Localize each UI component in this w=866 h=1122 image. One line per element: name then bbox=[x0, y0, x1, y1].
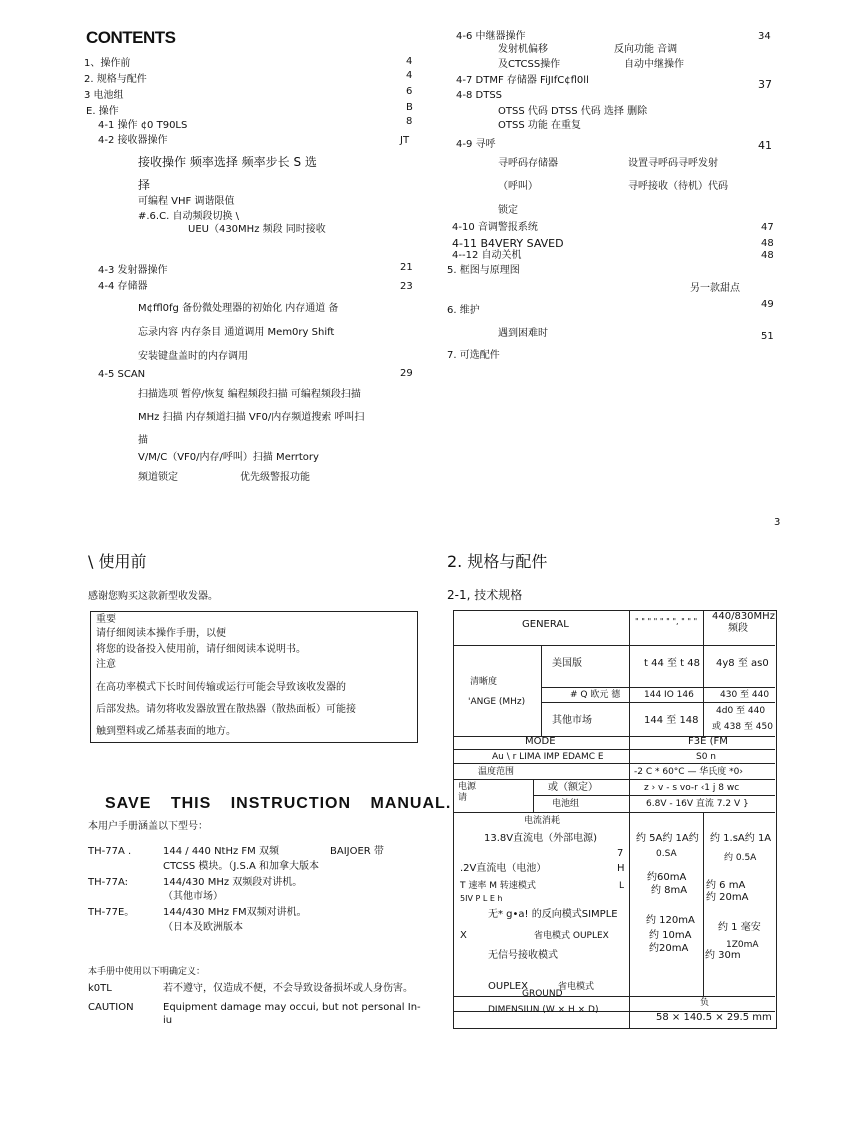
table-cell: 或（额定） bbox=[548, 782, 598, 793]
toc-entry: 3 电池组 bbox=[84, 90, 124, 101]
table-cell: 省电模式 bbox=[558, 982, 595, 992]
toc-page: 4 bbox=[406, 70, 413, 81]
model-name: TH-77E。 bbox=[88, 907, 135, 918]
table-cell: 约 5A约 1A约 bbox=[636, 833, 699, 844]
def-text: Equipment damage may occui, but not personal In- bbox=[163, 1002, 421, 1013]
table-line bbox=[541, 687, 775, 688]
toc-sub: 安装键盘盖时的内存调用 bbox=[138, 351, 248, 362]
table-cell: 其他市场 bbox=[552, 715, 592, 726]
section-heading: 2. 规格与配件 bbox=[447, 552, 548, 571]
section-subheading: 2-1, 技术规格 bbox=[447, 588, 523, 602]
toc-entry: 4-7 DTMF 存储器 FiJIfC¢fl0ll bbox=[456, 75, 589, 86]
model-desc: BAIJOER 带 bbox=[330, 846, 384, 857]
model-desc: 144 / 440 NtHz FM 双频 bbox=[163, 846, 279, 857]
toc-entry: 4-1 操作 ¢0 T90LS bbox=[98, 120, 188, 131]
toc-sub: 描 bbox=[138, 435, 148, 446]
model-name: TH-77A: bbox=[88, 877, 128, 888]
table-cell: 省电模式 OUPLEX bbox=[534, 931, 609, 941]
table-cell: 5IV P L E h bbox=[460, 894, 503, 903]
toc-page: 48 bbox=[761, 250, 774, 261]
toc-page: 51 bbox=[761, 331, 774, 342]
table-cell: 58 × 140.5 × 29.5 mm bbox=[656, 1012, 772, 1023]
toc-entry: E. 操作 bbox=[86, 106, 119, 117]
toc-entry: 4-3 发射器操作 bbox=[98, 265, 168, 276]
notice-text: 在高功率模式下长时间传输或运行可能会导致该收发器的 bbox=[96, 682, 346, 693]
toc-page: 48 bbox=[761, 238, 774, 249]
toc-entry: 4-10 音调警报系统 bbox=[452, 222, 538, 233]
toc-entry: 6. 维护 bbox=[447, 305, 480, 316]
toc-page: 37 bbox=[758, 78, 772, 91]
table-line bbox=[453, 996, 775, 997]
table-cell: GROUND bbox=[522, 989, 563, 999]
toc-sub: M¢ffl0fg 备份微处理器的初始化 内存通道 备 bbox=[138, 303, 339, 314]
table-cell: X bbox=[460, 930, 467, 941]
table-line bbox=[453, 763, 775, 764]
toc-sub: 接收操作 频率选择 频率步长 S 选 bbox=[138, 155, 317, 169]
toc-page: 8 bbox=[406, 116, 413, 127]
table-cell: 电流消耗 bbox=[524, 816, 561, 826]
toc-sub: UEU（430MHz 频段 同时接收 bbox=[188, 224, 326, 235]
table-cell: OUPLEX bbox=[488, 981, 528, 992]
toc-page: 6 bbox=[406, 86, 413, 97]
toc-sub: OTSS 功能 在重复 bbox=[498, 120, 582, 131]
toc-entry: 2. 规格与配件 bbox=[84, 74, 147, 85]
toc-sub: 可编程 VHF 调谐限值 bbox=[138, 196, 235, 207]
table-cell: 约60mA bbox=[647, 872, 687, 883]
table-line bbox=[453, 812, 775, 813]
toc-sub: 优先级警报功能 bbox=[240, 472, 310, 483]
toc-entry: 4-11 B4VERY SAVED bbox=[452, 237, 564, 250]
def-term: CAUTION bbox=[88, 1002, 134, 1013]
table-cell: .2V直流电（电池） bbox=[460, 863, 547, 874]
table-cell: 约 30m bbox=[705, 950, 741, 961]
table-cell: F3E (FM bbox=[688, 736, 728, 747]
table-cell: 144 IO 146 bbox=[644, 690, 694, 700]
table-line bbox=[541, 702, 775, 703]
table-head: 440/830MHz bbox=[712, 611, 775, 622]
table-cell: 约 1 毫安 bbox=[718, 922, 761, 933]
table-cell: 430 至 440 bbox=[720, 690, 770, 700]
table-cell: z › v - s vo-r ‹1 j 8 wc bbox=[644, 783, 740, 793]
model-desc: 144/430 MHz FM双频对讲机。 bbox=[163, 907, 307, 918]
toc-sub: 另一款甜点 bbox=[690, 283, 740, 294]
notice-label: 注意 bbox=[96, 659, 116, 670]
table-cell: 13.8V直流电（外部电源) bbox=[484, 833, 598, 844]
model-desc: （日本及欧洲版本 bbox=[163, 922, 243, 933]
toc-entry: 1、操作前 bbox=[84, 58, 131, 69]
toc-sub: 忘录内容 内存条目 通道调用 Mem0ry Shift bbox=[138, 327, 335, 338]
table-cell: 6.8V - 16V 直流 7.2 V } bbox=[646, 799, 749, 809]
toc-page: 21 bbox=[400, 262, 413, 273]
table-head: " " " " " " ", " " " bbox=[635, 617, 698, 626]
table-cell: H bbox=[617, 863, 625, 874]
table-line bbox=[541, 645, 542, 736]
toc-page: 41 bbox=[758, 139, 772, 152]
toc-sub: 及CTCSS操作 bbox=[498, 59, 561, 70]
toc-sub: 发射机偏移 bbox=[498, 44, 548, 55]
table-cell: # Q 欧元 德 bbox=[570, 690, 621, 700]
toc-sub: 设置寻呼码寻呼发射 bbox=[628, 158, 718, 169]
table-cell: Au \ r LIMA IMP EDAMC E bbox=[492, 752, 604, 762]
toc-sub: 频道锁定 bbox=[138, 472, 178, 483]
toc-sub: V/M/C（VF0/内存/呼叫）扫描 Merrtory bbox=[138, 452, 319, 463]
toc-entry: 4-9 寻呼 bbox=[456, 139, 496, 150]
table-cell: 4d0 至 440 bbox=[716, 706, 766, 716]
table-cell: 温度范围 bbox=[478, 767, 515, 777]
table-cell: -2 C * 60°C — 华氏度 *0› bbox=[634, 767, 743, 777]
def-term: k0TL bbox=[88, 983, 112, 994]
toc-page: 29 bbox=[400, 368, 413, 379]
table-line bbox=[453, 779, 775, 780]
toc-entry: 4-5 SCAN bbox=[98, 369, 146, 380]
table-line bbox=[453, 749, 775, 750]
table-line bbox=[453, 645, 775, 646]
table-cell: 约 20mA bbox=[706, 892, 749, 903]
table-cell: t 44 至 t 48 bbox=[644, 658, 701, 669]
table-cell: L bbox=[619, 881, 625, 891]
def-text: 若不遵守，仅造成不便，不会导致设备损坏或人身伤害。 bbox=[163, 983, 413, 994]
notice-text: 触到塑料或乙烯基表面的地方。 bbox=[96, 726, 236, 737]
model-desc: CTCSS 模块。（J.S.A 和加拿大版本 bbox=[163, 861, 320, 872]
table-cell: DIMENSIUN (W × H × D) bbox=[488, 1005, 599, 1015]
table-cell: 约 8mA bbox=[651, 885, 688, 896]
toc-entry: 4-6 中继器操作 bbox=[456, 31, 526, 42]
toc-page: B bbox=[406, 102, 413, 113]
toc-entry: 4-8 DTSS bbox=[456, 90, 503, 101]
table-cell: 美国版 bbox=[552, 658, 582, 669]
table-cell: 电池组 bbox=[552, 799, 580, 809]
table-head: GENERAL bbox=[522, 619, 569, 630]
table-cell: 'ANGE (MHz) bbox=[468, 697, 526, 707]
table-cell: 约 1.sA约 1A bbox=[710, 833, 772, 844]
toc-sub: 反向功能 音调 bbox=[614, 44, 678, 55]
def-text: iu bbox=[163, 1015, 173, 1026]
notice-label: 重要 bbox=[96, 614, 116, 625]
table-line bbox=[703, 812, 704, 996]
spec-table-border bbox=[453, 610, 777, 1029]
toc-entry: 5. 框图与原理图 bbox=[447, 265, 520, 276]
table-cell: 约 0.5A bbox=[724, 853, 757, 863]
toc-entry: 7. 可选配件 bbox=[447, 350, 500, 361]
toc-sub: 自动中继操作 bbox=[624, 59, 684, 70]
table-cell: 144 至 148 bbox=[644, 715, 699, 726]
table-cell: 清晰度 bbox=[470, 677, 498, 687]
toc-sub: 择 bbox=[138, 178, 151, 192]
table-line bbox=[629, 610, 630, 1028]
toc-page: 4 bbox=[406, 56, 413, 67]
table-cell: 请 bbox=[458, 793, 468, 803]
table-cell: 0.SA bbox=[656, 849, 677, 859]
table-cell: 约20mA bbox=[649, 943, 689, 954]
model-desc: （其他市场） bbox=[163, 891, 223, 902]
contents-title: CONTENTS bbox=[86, 28, 176, 47]
notice-text: 后部发热。请勿将收发器放置在散热器（散热面板）可能接 bbox=[96, 704, 356, 715]
table-cell: 约 10mA bbox=[649, 930, 692, 941]
notice-text: 请仔细阅读本操作手册，以便 bbox=[96, 628, 226, 639]
table-cell: 电源 bbox=[458, 782, 477, 792]
toc-sub: 扫描选项 暂停/恢复 编程频段扫描 可编程频段扫描 bbox=[138, 389, 361, 400]
toc-page: 34 bbox=[758, 31, 771, 42]
table-cell: 约 120mA bbox=[646, 915, 695, 926]
page-number: 3 bbox=[774, 517, 781, 528]
table-line bbox=[533, 795, 775, 796]
table-cell: 约 6 mA bbox=[706, 880, 746, 891]
table-cell: 无信号接收模式 bbox=[488, 950, 558, 961]
toc-sub: #.6.C. 自动频段切换 \ bbox=[138, 211, 239, 222]
toc-sub: （呼叫） bbox=[498, 181, 538, 192]
toc-sub: 寻呼码存储器 bbox=[498, 158, 558, 169]
notice-text: 将您的设备投入使用前，请仔细阅读本说明书。 bbox=[96, 644, 306, 655]
table-cell: 无* g•a! 的反向模式SIMPLE bbox=[488, 909, 618, 920]
models-intro: 本用户手册涵盖以下型号： bbox=[88, 821, 208, 832]
defs-intro: 本手册中使用以下明确定义： bbox=[88, 967, 206, 977]
model-desc: 144/430 MHz 双频段对讲机。 bbox=[163, 877, 303, 888]
model-name: TH-77A . bbox=[88, 846, 132, 857]
toc-page: 49 bbox=[761, 299, 774, 310]
toc-page: 47 bbox=[761, 222, 774, 233]
toc-sub: 寻呼接收（待机）代码 bbox=[628, 181, 728, 192]
table-cell: 7 bbox=[617, 848, 624, 859]
toc-sub: OTSS 代码 DTSS 代码 选择 删除 bbox=[498, 106, 648, 117]
table-cell: S0 n bbox=[696, 752, 717, 762]
table-cell: MODE bbox=[525, 736, 556, 747]
toc-sub: MHz 扫描 内存频道扫描 VF0/内存频道搜索 呼叫扫 bbox=[138, 412, 365, 423]
toc-entry: 4--12 自动关机 bbox=[452, 250, 522, 261]
section-heading: \ 使用前 bbox=[88, 552, 147, 571]
table-line bbox=[703, 610, 704, 736]
table-cell: 4y8 至 as0 bbox=[716, 658, 769, 669]
table-cell: 1Z0mA bbox=[726, 940, 759, 950]
save-manual-title: SAVE THIS INSTRUCTION MANUAL. bbox=[105, 795, 452, 812]
toc-page: JT bbox=[400, 135, 410, 146]
toc-entry: 4-4 存储器 bbox=[98, 281, 148, 292]
toc-page: 23 bbox=[400, 281, 413, 292]
table-cell: T 速率 M 转速模式 bbox=[460, 881, 536, 891]
toc-sub: 锁定 bbox=[498, 205, 518, 216]
table-cell: 或 438 至 450 bbox=[712, 722, 773, 732]
thanks-text: 感谢您购买这款新型收发器。 bbox=[88, 591, 218, 602]
toc-sub: 遇到困难时 bbox=[498, 328, 548, 339]
table-cell: 负 bbox=[700, 998, 710, 1008]
table-head: 频段 bbox=[728, 623, 748, 634]
toc-entry: 4-2 接收器操作 bbox=[98, 135, 168, 146]
